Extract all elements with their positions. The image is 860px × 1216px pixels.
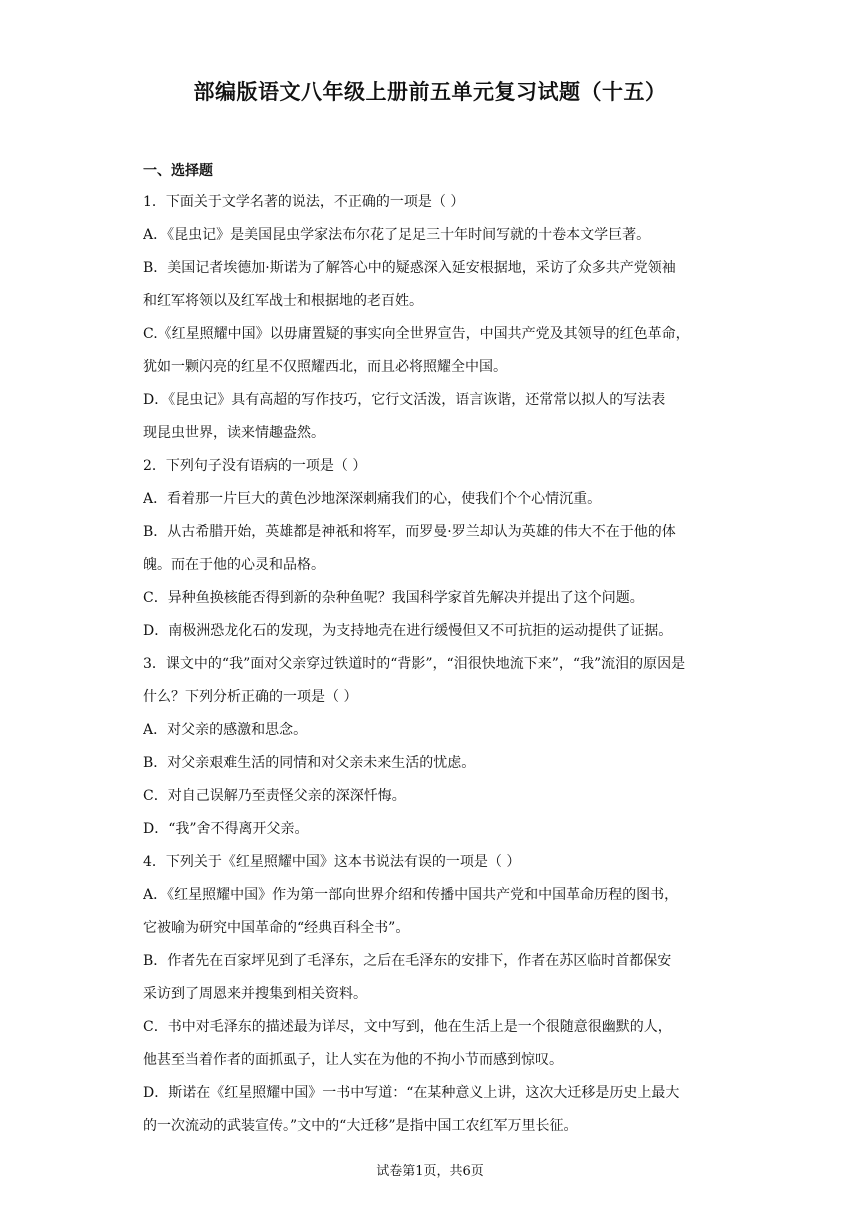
question-3 [143,648,721,846]
option-B [143,945,721,1011]
option-line: 现昆虫世界，读来情趣盎然。 [143,425,325,441]
option-line: A．《昆虫记》是美国昆虫学家法布尔花了足足三十年时间写就的十卷本文学巨著。 [143,227,651,243]
option-D [143,384,721,450]
option-D [143,1077,721,1143]
question-1 [143,186,721,450]
option-line: D．南极洲恐龙化石的发现，为支持地壳在进行缓慢但又不可抗拒的运动提供了证据。 [143,623,673,639]
question-stem-line: 4．下列关于《红星照耀中国》这本书说法有误的一项是（ ） [143,854,521,870]
question-content [143,156,721,1143]
option-A [143,879,721,945]
option-line: 魄。而在于他的心灵和品格。 [143,557,325,573]
option-line: B．从古希腊开始，英雄都是神祇和将军，而罗曼·罗兰却认为英雄的伟大不在于他的体 [143,524,676,540]
option-line: D．“我”舍不得离开父亲。 [143,821,309,837]
section-heading: 一、选择题 [143,163,213,179]
option-line: D．斯诺在《红星照耀中国》一书中写道：“在某种意义上讲，这次大迁移是历史上最大 [143,1085,680,1101]
option-C [143,1011,721,1077]
page-footer: 试卷第1页，共6页 [376,1164,484,1179]
option-B [143,252,721,318]
question-2 [143,450,721,648]
option-C [143,582,721,615]
option-line: 他甚至当着作者的面抓虱子，让人实在为他的不拘小节而感到惊叹。 [143,1052,563,1068]
option-C [143,780,721,813]
page-title: 部编版语文八年级上册前五单元复习试题（十五） [193,80,667,104]
option-line: B．美国记者埃德加·斯诺为了解答心中的疑惑深入延安根据地，采访了众多共产党领袖 [143,260,676,276]
option-D [143,615,721,648]
option-line: C．对自己误解乃至责怪父亲的深深忏悔。 [143,788,406,804]
option-A [143,714,721,747]
option-B [143,747,721,780]
option-line: B．作者先在百家坪见到了毛泽东，之后在毛泽东的安排下，作者在苏区临时首都保安 [143,953,672,969]
option-line: 犹如一颗闪亮的红星不仅照耀西北，而且必将照耀全中国。 [143,359,507,375]
option-line: 采访到了周恩来并搜集到相关资料。 [143,986,367,1002]
option-line: A．《红星照耀中国》作为第一部向世界介绍和传播中国共产党和中国革命历程的图书， [143,887,679,903]
option-C [143,318,721,384]
option-line: A．看着那一片巨大的黄色沙地深深刺痛我们的心，使我们个个心情沉重。 [143,491,602,507]
option-line: B．对父亲艰难生活的同情和对父亲未来生活的忧虑。 [143,755,476,771]
option-line: C．书中对毛泽东的描述最为详尽，文中写到，他在生活上是一个很随意很幽默的人， [143,1019,672,1035]
option-line: 的一次流动的武装宣传。”文中的“大迁移”是指中国工农红军万里长征。 [143,1118,578,1134]
option-B [143,516,721,582]
question-stem-line: 1．下面关于文学名著的说法，不正确的一项是（ ） [143,194,465,210]
question-4 [143,846,721,1143]
option-line: C.《红星照耀中国》以毋庸置疑的事实向全世界宣告，中国共产党及其领导的红色革命， [143,326,690,342]
question-stem-line: 什么？下列分析正确的一项是（ ） [143,689,358,705]
option-line: A．对父亲的感激和思念。 [143,722,308,738]
option-line: 和红军将领以及红军战士和根据地的老百姓。 [143,293,423,309]
option-A [143,483,721,516]
option-D [143,813,721,846]
question-stem-line: 2．下列句子没有语病的一项是（ ） [143,458,367,474]
option-line: C．异种鱼换核能否得到新的杂种鱼呢？我国科学家首先解决并提出了这个问题。 [143,590,644,606]
option-line: D．《昆虫记》具有高超的写作技巧，它行文活泼，语言诙谐，还常常以拟人的写法表 [143,392,666,408]
option-A [143,219,721,252]
question-stem-line: 3．课文中的“我”面对父亲穿过铁道时的“背影”，“泪很快地流下来”，“我”流泪的原因是 [143,656,686,672]
option-line: 它被喻为研究中国革命的“经典百科全书”。 [143,920,410,936]
